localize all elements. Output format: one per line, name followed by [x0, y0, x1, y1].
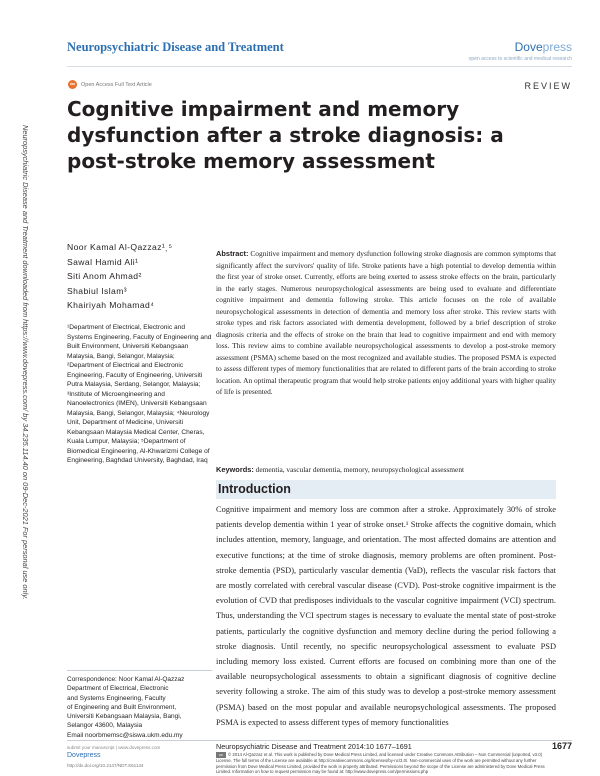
header-divider	[67, 66, 572, 67]
download-side-note	[12, 125, 34, 600]
article-title: Cognitive impairment and memory dysfunction after a stroke diagnosis: a post-stroke memory assessment	[67, 97, 504, 173]
footer-citation: Neuropsychiatric Disease and Treatment 2014:10 1677–1691	[216, 742, 412, 751]
footer-divider	[67, 740, 572, 741]
abstract-label: Abstract:	[216, 249, 249, 258]
submit-manuscript-link[interactable]: submit your manuscript | www.dovepress.com	[67, 745, 161, 750]
brand-sub: press	[542, 40, 572, 54]
abstract-text: Cognitive impairment and memory dysfunction following stroke diagnosis are common symptoms that significantly affect the survivors' quality of life. Stroke patients have a high potential to develop dementia within the first year of stroke onset. Currently, efforts are being exerted to assess stroke effects on the brain, particularly in the early stages. Numerous neuropsychological assessments are being used to evaluate and differentiate cognitive impairment and dementia following stroke. This article focuses on the role of available neuropsychological assessments in detection of dementia and memory loss after stroke. This review starts with stroke types and risk factors associated with dementia development, followed by a brief description of stroke diagnosis criteria and the effects of stroke on the brain that lead to cognitive impairment and end with memory loss. This review aims to combine available neuropsychological assessments to develop a post-stroke memory assessment (PSMA) scheme based on the most recognized and available studies. The proposed PSMA is expected to assess different types of memory functionalities that are related to different parts of the brain according to stroke location. An optimal therapeutic program that would help stroke patients enjoy additional years with higher quality of life is presented.	[216, 249, 556, 396]
open-access-label: Open Access Full Text Article	[81, 81, 152, 88]
introduction-text: Cognitive impairment and memory loss are common after a stroke. Approximately 30% of stroke patients develop dementia within 1 year of stroke onset.¹ Stroke affects the cognitive domain, which includes attention, memory, language, and orientation. The most affected domains are attention and executive functions; at the time of stroke diagnosis, memory problems are often prominent. Post-stroke dementia (PSD), particularly vascular dementia (VaD), reflects the vascular risk factors that are mostly correlated with cerebral vascular disease (CVD). Post-stroke cognitive impairment is the evolution of CVD that predisposes individuals to the vascular cognitive impairment (VCI) spectrum. Thus, understanding the VCI spectrum stages is necessary to evaluate the mental state of post-stroke patients, particularly the cognitive dysfunction and memory decline during the period following a stroke diagnosis. Until recently, no specific neuropsychological assessment to evaluate PSD including memory loss existed. Current efforts are focused on combining more than one of the available neuropsychological assessments to obtain a significant diagnosis of cognitive decline severity following a stroke. The aim of this study was to develop a post-stroke memory assessment (PSMA) based on the most popular and available neuropsychological assessments. The proposed PSMA is expected to assess different types of memory functionalities	[216, 505, 556, 727]
section-heading-introduction: Introduction	[216, 480, 556, 499]
journal-name[interactable]: Neuropsychiatric Disease and Treatment	[67, 40, 284, 54]
dovepress-logo[interactable]	[515, 40, 572, 54]
author[interactable]: Sawal Hamid Ali¹	[67, 256, 139, 267]
keywords-label: Keywords:	[216, 465, 254, 474]
article-type: REVIEW	[524, 81, 572, 91]
author[interactable]: Siti Anom Ahmad²	[67, 271, 142, 281]
license-notice	[216, 752, 556, 775]
author-list	[67, 240, 172, 313]
page-number: 1677	[551, 741, 572, 751]
open-access-icon: ∞	[70, 81, 75, 88]
footer-brand[interactable]: Dovepress	[67, 752, 101, 759]
keywords	[216, 464, 556, 475]
keywords-text: dementia, vascular dementia, memory, neuropsychological assessment	[253, 465, 465, 474]
brand-tagline: open access to scientific and medical research	[468, 56, 572, 62]
open-access-badge	[68, 80, 152, 89]
author[interactable]: Noor Kamal Al-Qazzaz¹ˎ⁵	[67, 242, 173, 252]
license-text: © 2014 Al-Qazzaz et al. This work is published by Dove Medical Press Limited, and licensed under Creative Commons Attribution – Non Commercial (unported, v3.0) License. The full terms of the License are available at http://creativecommons.org/licenses/by-nc/3.0/. Non-commercial uses of the work are permitted without any further permission from Dove Medical Press Limited, provided the work is properly attributed. Permissions beyond the scope of the License are administered by Dove Medical Press Limited. Information on how to request permission may be found at: http://www.dovepress.com/permissions.php	[216, 752, 545, 775]
author[interactable]: Khairiyah Mohamad⁴	[67, 300, 155, 310]
correspondence-divider	[67, 670, 212, 671]
doi-link[interactable]: http://dx.doi.org/10.2147/NDT.S61134	[67, 763, 144, 768]
author[interactable]: Shabiul Islam³	[67, 285, 128, 296]
correspondence: Correspondence: Noor Kamal Al-Qazzaz Department of Electrical, Electronic and Systems Engineering, Faculty of Engineering and Built Environment, Universiti Kebangsaan Malaysia, Bangi, Selangor 43600, Malaysia Email noorbmemsc@siswa.ukm.edu.my	[67, 676, 185, 739]
brand-main: Dove	[514, 40, 543, 54]
cc-license-icon[interactable]: cc	[216, 752, 226, 758]
affiliations: ¹Department of Electrical, Electronic and Systems Engineering, Faculty of Engineering and Built Environment, Universiti Kebangsaan Malaysia, Bangi, Selangor, Malaysia; ²Department of Electrical and Electronic Engineering, Faculty of Engineering, Universiti Putra Malaysia, Serdang, Selangor, Malaysia; ³Institute of Microengineering and Nanoelectronics (IMEN), Universiti Kebangsaan Malaysia, Bangi, Selangor, Malaysia; ⁴Neurology Unit, Department of Medicine, Universiti Kebangsaan Malaysia Medical Center, Cheras, Kuala Lumpur, Malaysia; ⁵Department of Biomedical Engineering, Al-Khwarizmi College of Engineering, Baghdad University, Baghdad, Iraq	[67, 324, 212, 464]
abstract	[216, 248, 556, 398]
side-note-text: Neuropsychiatric Disease and Treatment downloaded from https://www.dovepress.com/ by 34.235.114.40 on 09-Dec-2021 For personal use only.	[21, 125, 30, 600]
